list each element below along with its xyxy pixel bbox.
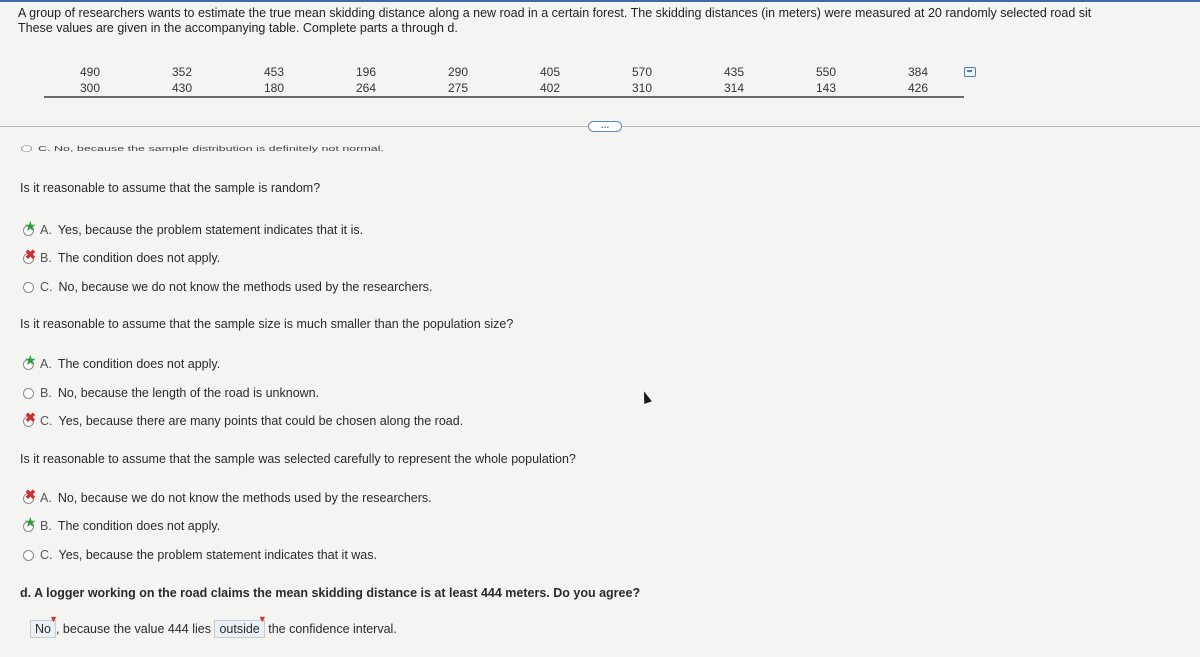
table-cell: 402	[504, 80, 596, 97]
option-letter: A.	[40, 223, 52, 237]
answer-option[interactable]	[22, 410, 464, 429]
answer-option[interactable]	[22, 352, 221, 372]
table-cell: 550	[815, 65, 837, 79]
question-representative: Is it reasonable to assume that the sample was selected carefully to represent the whole population?	[20, 452, 576, 466]
answer-option[interactable]	[22, 514, 221, 534]
option-text: No, because we do not know the methods used by the researchers.	[58, 280, 433, 294]
option-text: The condition does not apply.	[57, 251, 221, 265]
radio-button[interactable]	[23, 550, 34, 561]
table-cell: 384	[907, 65, 929, 79]
incorrect-x-icon[interactable]	[22, 487, 36, 505]
option-letter: C.	[40, 548, 53, 562]
incorrect-x-icon[interactable]	[22, 410, 36, 428]
incorrect-flag-icon: ▼	[49, 614, 58, 624]
table-cell: 570	[631, 65, 653, 79]
table-cell: 264	[320, 80, 412, 97]
radio-button[interactable]	[20, 144, 34, 153]
table-cell: 405	[539, 65, 561, 79]
question-random: Is it reasonable to assume that the sample is random?	[20, 181, 321, 195]
option-letter: B.	[40, 386, 52, 400]
star-icon: ★	[24, 352, 37, 368]
option-letter: C.	[40, 280, 53, 294]
table-cell: 290	[447, 65, 469, 79]
table-cell: 490	[79, 65, 101, 79]
option-text: Yes, because there are many points that could be chosen along the road.	[58, 414, 464, 428]
radio-button[interactable]	[23, 282, 34, 293]
table-cell: 300	[44, 80, 136, 97]
option-letter: C.	[40, 414, 53, 428]
radio-icon[interactable]	[22, 280, 36, 294]
problem-intro	[18, 6, 1200, 36]
table-cell: 310	[596, 80, 688, 97]
incorrect-flag-icon: ▼	[257, 614, 267, 624]
cut-off-option	[20, 144, 384, 153]
table-cell: 196	[355, 65, 377, 79]
radio-button[interactable]	[23, 388, 34, 399]
answer-option[interactable]	[22, 487, 432, 506]
answer-end-text: the confidence interval.	[268, 622, 397, 636]
correct-star-icon[interactable]	[22, 352, 37, 371]
table-cell: 352	[171, 65, 193, 79]
table-cell: 143	[780, 80, 872, 97]
incorrect-x-icon[interactable]	[22, 247, 36, 265]
expand-button[interactable]: …	[588, 121, 622, 132]
part-d-question: d. A logger working on the road claims the mean skidding distance is at least 444 meters. Do you agree?	[20, 586, 641, 600]
intro-line-1: A group of researchers wants to estimate the true mean skidding distance along a new road in a certain forest. The skidding distances (in meters) were measured at 20 randomly selected road sit	[18, 6, 1092, 20]
correct-star-icon[interactable]	[22, 218, 37, 237]
option-letter: A.	[40, 491, 52, 505]
radio-icon[interactable]	[22, 548, 36, 562]
x-mark-icon: ✖	[25, 410, 36, 425]
option-text: C. No, because the sample distribution is definitely not normal.	[38, 144, 385, 153]
question-sample-size: Is it reasonable to assume that the sample size is much smaller than the population size?	[20, 317, 514, 331]
copy-to-clipboard-icon[interactable]	[964, 67, 976, 77]
option-text: The condition does not apply.	[57, 357, 221, 371]
answer-option[interactable]	[22, 218, 364, 238]
option-text: The condition does not apply.	[57, 519, 221, 533]
table-cell: 453	[263, 65, 285, 79]
table-cell: 430	[136, 80, 228, 97]
answer-dropdown-2-value: outside	[219, 622, 260, 636]
answer-option[interactable]	[22, 247, 221, 266]
option-text: No, because the length of the road is unknown.	[57, 386, 320, 400]
option-text: Yes, because the problem statement indicates that it is.	[57, 223, 364, 237]
x-mark-icon: ✖	[25, 487, 36, 502]
intro-line-2: These values are given in the accompanying table. Complete parts a through d.	[18, 21, 458, 35]
star-icon: ★	[24, 514, 37, 530]
table-row	[44, 64, 964, 80]
correct-star-icon[interactable]	[22, 514, 37, 533]
option-letter: B.	[40, 251, 52, 265]
answer-middle-text: , because the value 444 lies	[55, 622, 211, 636]
x-mark-icon: ✖	[25, 247, 36, 262]
option-text: Yes, because the problem statement indicates that it was.	[58, 548, 377, 562]
table-row	[44, 80, 964, 97]
mouse-cursor-icon	[640, 390, 652, 404]
answer-option[interactable]	[22, 385, 319, 401]
table-cell: 314	[688, 80, 780, 97]
data-table	[44, 64, 964, 98]
answer-option[interactable]	[22, 547, 377, 563]
option-letter: B.	[40, 519, 52, 533]
answer-option[interactable]	[22, 279, 432, 295]
table-cell: 435	[723, 65, 745, 79]
table-cell: 275	[412, 80, 504, 97]
part-d-answer	[30, 614, 397, 638]
radio-icon[interactable]	[22, 386, 36, 400]
table-cell: 180	[228, 80, 320, 97]
star-icon: ★	[24, 218, 37, 234]
top-accent-bar	[0, 0, 1200, 2]
table-cell: 426	[872, 80, 964, 97]
answer-dropdown-1[interactable]	[30, 614, 58, 638]
option-text: No, because we do not know the methods used by the researchers.	[57, 491, 432, 505]
option-letter: A.	[40, 357, 52, 371]
answer-dropdown-1-value: No	[35, 622, 51, 636]
answer-dropdown-2[interactable]	[214, 614, 267, 638]
